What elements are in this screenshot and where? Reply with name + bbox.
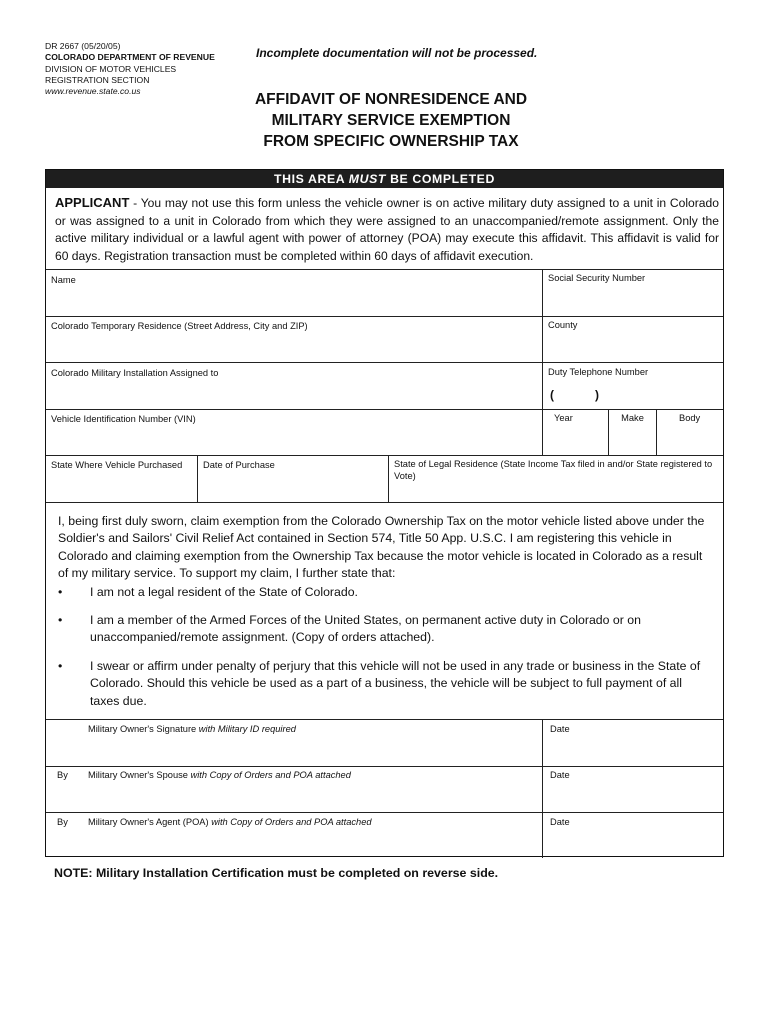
bullet-mark: • — [58, 658, 63, 673]
form-header — [45, 41, 215, 97]
statement-item-text: I am not a legal resident of the State of Colorado. — [90, 584, 358, 599]
owner-date-field[interactable]: Date — [550, 724, 570, 734]
make-field[interactable]: Make — [621, 413, 644, 423]
phone-close-paren: ) — [595, 388, 599, 402]
legal-residence-field[interactable]: State of Legal Residence (State Income Tax filed in and/or State registered to Vote) — [394, 459, 713, 481]
division-name: DIVISION OF MOTOR VEHICLES — [45, 63, 177, 74]
banner-must: MUST — [348, 172, 387, 186]
must-complete-banner — [46, 170, 723, 188]
applicant-notice — [55, 194, 719, 265]
installation-field[interactable]: Colorado Military Installation Assigned to — [51, 368, 219, 378]
department-name: COLORADO DEPARTMENT OF REVENUE — [45, 52, 215, 63]
agent-signature-label: Military Owner's Agent (POA) — [88, 817, 212, 827]
body-field[interactable]: Body — [679, 413, 701, 423]
statement-item — [58, 584, 708, 601]
vin-field[interactable]: Vehicle Identification Number (VIN) — [51, 414, 196, 424]
banner-text-before: THIS AREA — [274, 172, 349, 186]
spouse-signature-note: with Copy of Orders and POA attached — [190, 770, 351, 780]
statement-item — [58, 612, 708, 647]
applicant-text: - You may not use this form unless the vehicle owner is on active military duty assigned to a unit in Colorado or was assigned to a unit in Colorado from which they were assigned to an unaccompanied/remote assignment. Only the active military individual or a lawful agent with power of attorney (POA) may execute this affidavit. This affidavit is valid for 60 days. Registration transaction must be completed within 60 days of affidavit execution. — [55, 196, 719, 263]
reverse-side-note: NOTE: Military Installation Certification must be completed on reverse side. — [54, 866, 499, 880]
statement-intro: I, being first duly sworn, claim exemption from the Colorado Ownership Tax on the motor vehicle listed above under the Soldier's and Sailors' Civil Relief Act contained in Section 574, Title 50 App. U.S.C. I am registering this vehicle in Colorado and claiming exemption from the Ownership Tax because the motor vehicle is located in Colorado as a result of my military service. To support my claim, I further state that: — [58, 514, 705, 581]
title-line-2: MILITARY SERVICE EXEMPTION — [271, 112, 511, 129]
by-label: By — [57, 817, 68, 827]
residence-field[interactable]: Colorado Temporary Residence (Street Address, City and ZIP) — [51, 321, 308, 331]
date-purchase-field[interactable]: Date of Purchase — [203, 460, 275, 470]
section-name: REGISTRATION SECTION — [45, 74, 150, 85]
incomplete-notice: Incomplete documentation will not be processed. — [256, 46, 538, 60]
state-purchased-field[interactable]: State Where Vehicle Purchased — [51, 460, 183, 470]
website: www.revenue.state.co.us — [45, 86, 141, 97]
form-title — [200, 89, 582, 152]
statement-item — [58, 658, 708, 710]
name-field[interactable]: Name — [51, 275, 76, 285]
affidavit-form — [45, 169, 724, 857]
agent-signature-field[interactable] — [88, 817, 372, 827]
sworn-statement — [58, 513, 708, 710]
year-field[interactable]: Year — [554, 413, 573, 423]
banner-text-after: BE COMPLETED — [386, 172, 495, 186]
ssn-field[interactable]: Social Security Number — [548, 273, 646, 283]
phone-open-paren: ( — [550, 388, 554, 402]
bullet-mark: • — [58, 584, 63, 599]
statement-item-text: I am a member of the Armed Forces of the United States, on permanent active duty in Colorado or on unaccompanied/remote assignment. (Copy of orders attached). — [90, 613, 641, 645]
title-line-3: FROM SPECIFIC OWNERSHIP TAX — [263, 133, 519, 150]
applicant-lead: APPLICANT — [55, 195, 130, 210]
by-label: By — [57, 770, 68, 780]
agent-date-field[interactable]: Date — [550, 817, 570, 827]
spouse-date-field[interactable]: Date — [550, 770, 570, 780]
agent-signature-note: with Copy of Orders and POA attached — [211, 817, 372, 827]
form-number: DR 2667 (05/20/05) — [45, 41, 121, 51]
owner-signature-note: with Military ID required — [198, 724, 296, 734]
owner-signature-field[interactable] — [88, 724, 296, 734]
bullet-mark: • — [58, 613, 63, 628]
spouse-signature-label: Military Owner's Spouse — [88, 770, 191, 780]
title-line-1: AFFIDAVIT OF NONRESIDENCE AND — [254, 91, 528, 108]
statement-item-text: I swear or affirm under penalty of perjury that this vehicle will not be used in any trade or business in the State of Colorado. Should this vehicle be used as a part of a business, the vehicle will be subject to full payment of all taxes due. — [90, 658, 701, 708]
duty-phone-field[interactable]: Duty Telephone Number — [548, 367, 649, 377]
spouse-signature-field[interactable] — [88, 770, 351, 780]
owner-signature-label: Military Owner's Signature — [88, 724, 199, 734]
county-field[interactable]: County — [548, 320, 578, 330]
